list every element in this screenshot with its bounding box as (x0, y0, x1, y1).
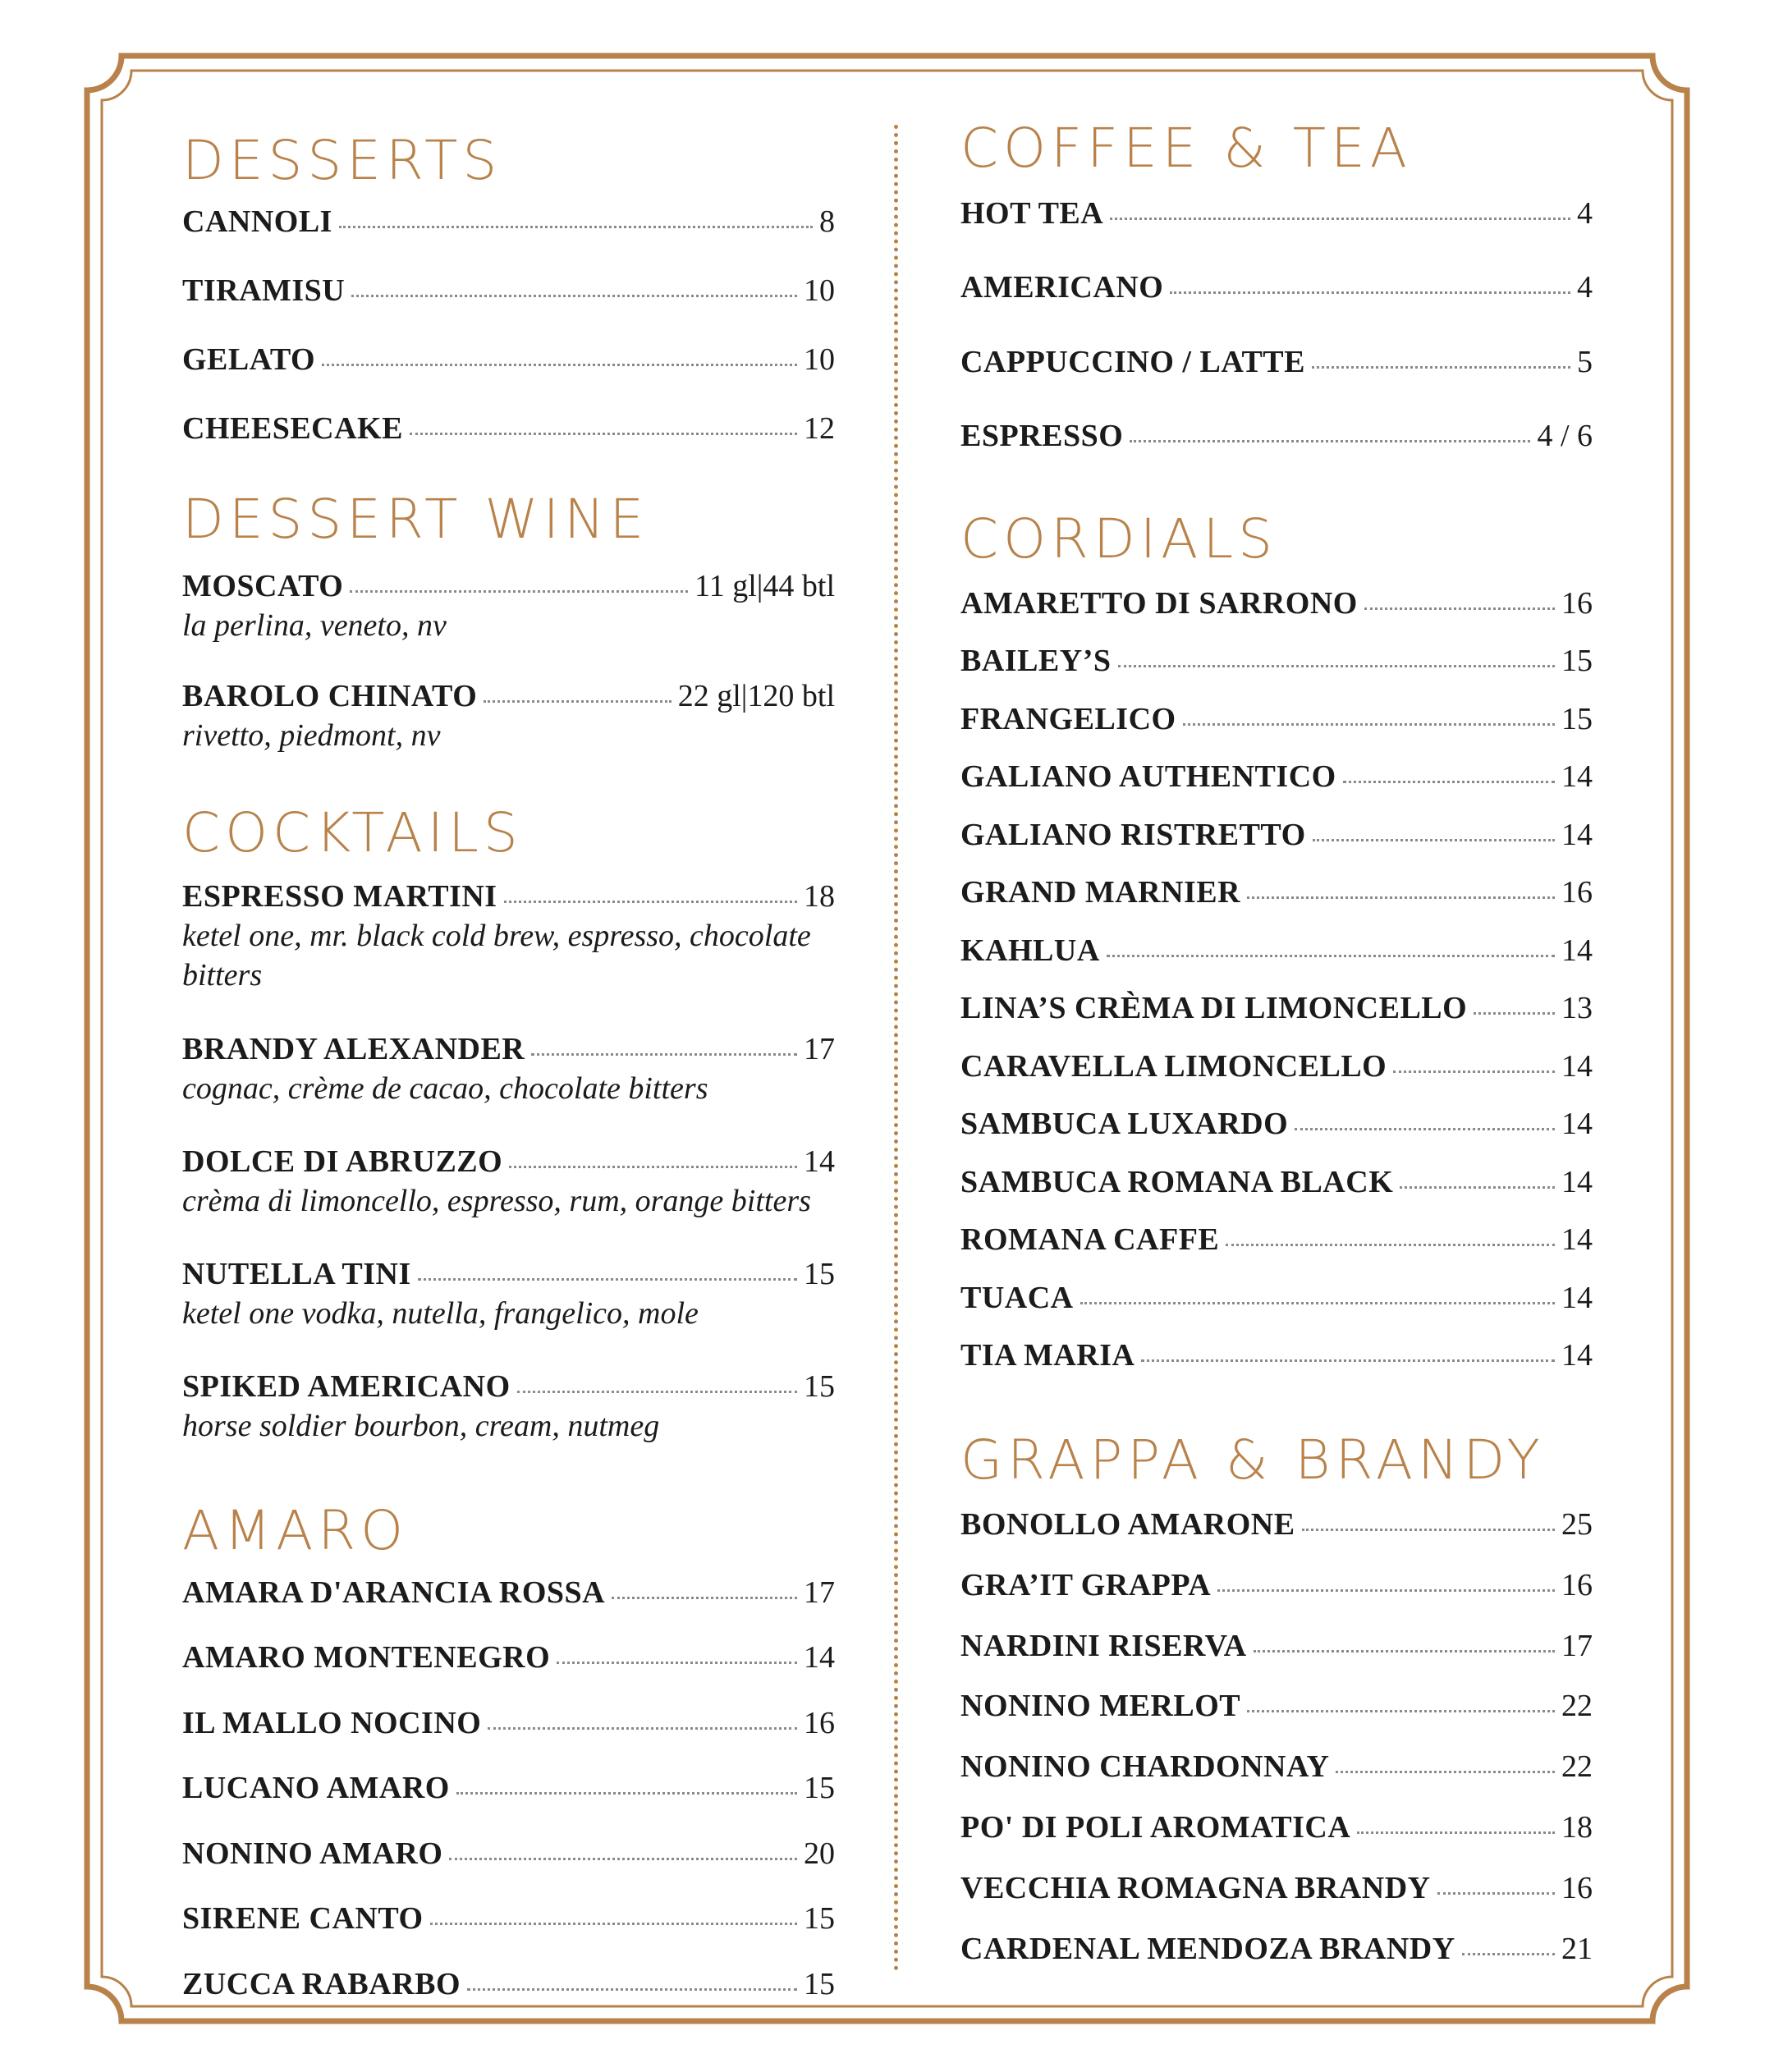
item-price: 13 (1561, 991, 1593, 1025)
item-name: ROMANA CAFFE (960, 1222, 1220, 1257)
menu-item (960, 418, 1593, 454)
menu-item (960, 344, 1593, 380)
dot-leader (1364, 607, 1555, 610)
item-name: DOLCE DI ABRUZZO (182, 1144, 503, 1179)
dot-leader (531, 1053, 797, 1056)
menu-item (960, 269, 1593, 305)
menu-item (960, 701, 1593, 737)
item-name: GALIANO AUTHENTICO (960, 759, 1336, 794)
item-name: CAPPUCCINO / LATTE (960, 345, 1305, 379)
item-name: CANNOLI (182, 204, 332, 239)
item-price: 18 (804, 879, 835, 914)
menu-item (960, 874, 1593, 910)
item-price: 10 (804, 342, 835, 377)
item-name: NONINO CHARDONNAY (960, 1749, 1330, 1784)
dot-leader (1226, 1244, 1555, 1246)
dot-leader (1247, 1710, 1555, 1712)
dot-leader (322, 364, 797, 366)
item-name: BAILEY’S (960, 644, 1112, 678)
dot-leader (517, 1391, 797, 1393)
dot-leader (1118, 665, 1556, 667)
dot-leader (449, 1858, 797, 1860)
section-title-cocktails: COCKTAILS (182, 801, 523, 864)
dot-leader (339, 226, 813, 228)
item-price: 22 gl|120 btl (677, 679, 835, 713)
item-price: 14 (1561, 933, 1593, 968)
menu-item (960, 195, 1593, 231)
item-description: la perlina, veneto, nv (182, 608, 447, 643)
item-name: CARDENAL MENDOZA BRANDY (960, 1932, 1455, 1966)
item-price: 15 (1561, 644, 1593, 678)
menu-item (960, 585, 1593, 621)
item-price: 10 (804, 273, 835, 308)
item-name: LUCANO AMARO (182, 1771, 450, 1805)
item-price: 4 / 6 (1537, 419, 1593, 453)
menu-item (960, 1506, 1593, 1543)
item-price: 15 (804, 1771, 835, 1805)
menu-item (182, 1966, 835, 2002)
item-name: AMARETTO DI SARRONO (960, 586, 1358, 621)
dot-leader (1474, 1012, 1555, 1015)
item-name: ESPRESSO MARTINI (182, 879, 497, 914)
dot-leader (1141, 1359, 1555, 1362)
item-name: VECCHIA ROMAGNA BRANDY (960, 1871, 1431, 1905)
item-name: KAHLUA (960, 933, 1100, 968)
menu-item (182, 678, 835, 755)
item-price: 17 (1561, 1629, 1593, 1663)
menu-item (960, 1280, 1593, 1316)
item-price: 17 (804, 1032, 835, 1066)
item-price: 14 (1561, 1338, 1593, 1373)
section-title-amaro: AMARO (182, 1499, 409, 1562)
dot-leader (1247, 896, 1555, 899)
item-name: TUACA (960, 1281, 1074, 1315)
item-name: NARDINI RISERVA (960, 1629, 1247, 1663)
section-title-dessert-wine: DESSERT WINE (182, 488, 649, 551)
item-price: 4 (1577, 270, 1593, 305)
item-price: 22 (1561, 1689, 1593, 1723)
dot-leader (1295, 1128, 1555, 1130)
menu-item (182, 1575, 835, 1611)
dot-leader (1110, 218, 1570, 220)
item-name: ZUCCA RABARBO (182, 1967, 461, 2001)
menu-item (960, 1688, 1593, 1724)
item-name: GELATO (182, 342, 316, 377)
item-price: 14 (1561, 1281, 1593, 1315)
item-name: CARAVELLA LIMONCELLO (960, 1049, 1387, 1084)
dot-leader (1183, 723, 1555, 726)
dot-leader (1437, 1892, 1555, 1895)
item-name: GRA’IT GRAPPA (960, 1568, 1212, 1602)
item-price: 25 (1561, 1507, 1593, 1542)
menu-item (182, 1031, 835, 1108)
dot-leader (467, 1988, 797, 1991)
dot-leader (1393, 1070, 1555, 1073)
item-name: SPIKED AMERICANO (182, 1369, 511, 1404)
dot-leader (1170, 291, 1570, 294)
dot-leader (1312, 366, 1570, 369)
dot-leader (504, 901, 797, 903)
item-name: TIRAMISU (182, 273, 346, 308)
menu-item (182, 410, 835, 447)
item-price: 14 (1561, 818, 1593, 852)
item-price: 16 (804, 1706, 835, 1740)
dot-leader (350, 590, 688, 593)
item-price: 14 (1561, 759, 1593, 794)
item-name: TIA MARIA (960, 1338, 1135, 1373)
dot-leader (1400, 1186, 1555, 1189)
dot-leader (430, 1923, 797, 1925)
item-price: 14 (804, 1144, 835, 1179)
dot-leader (1217, 1589, 1555, 1592)
item-name: LINA’S CRÈMA DI LIMONCELLO (960, 991, 1468, 1025)
menu-item (960, 1870, 1593, 1906)
item-price: 14 (1561, 1222, 1593, 1257)
item-name: GALIANO RISTRETTO (960, 818, 1306, 852)
dot-leader (418, 1278, 797, 1281)
dot-leader (557, 1662, 797, 1664)
menu-item (960, 1809, 1593, 1845)
item-description: ketel one, mr. black cold brew, espresso, chocolate bitters (182, 919, 811, 992)
menu-item (960, 1048, 1593, 1084)
item-price: 12 (804, 411, 835, 446)
item-price: 15 (804, 1901, 835, 1936)
section-title-grappa-brandy: GRAPPA & BRANDY (960, 1428, 1545, 1492)
menu-item (182, 1900, 835, 1937)
item-name: GRAND MARNIER (960, 875, 1241, 910)
item-name: AMERICANO (960, 270, 1164, 305)
item-price: 15 (804, 1967, 835, 2001)
menu-item (182, 1144, 835, 1221)
menu-item (182, 1639, 835, 1675)
item-name: NONINO MERLOT (960, 1689, 1241, 1723)
item-price: 11 gl|44 btl (694, 569, 835, 603)
item-price: 18 (1561, 1810, 1593, 1845)
item-price: 14 (1561, 1049, 1593, 1084)
menu-item (182, 1836, 835, 1872)
menu-item (182, 1368, 835, 1446)
item-name: IL MALLO NOCINO (182, 1706, 482, 1740)
item-price: 17 (804, 1575, 835, 1610)
dot-leader (1130, 440, 1530, 442)
menu-item (960, 1628, 1593, 1664)
item-name: ESPRESSO (960, 419, 1124, 453)
menu-item (182, 273, 835, 309)
item-price: 14 (1561, 1165, 1593, 1199)
menu-item (182, 1256, 835, 1333)
item-price: 16 (1561, 586, 1593, 621)
menu-item (182, 204, 835, 240)
menu-item (182, 1705, 835, 1741)
item-name: PO' DI POLI AROMATICA (960, 1810, 1351, 1845)
dot-leader (1107, 955, 1555, 957)
menu-item (182, 1770, 835, 1806)
section-title-cordials: CORDIALS (960, 507, 1277, 571)
menu-item (960, 643, 1593, 679)
dot-leader (612, 1597, 797, 1599)
dot-leader (1343, 781, 1555, 783)
dot-leader (1313, 839, 1555, 841)
menu-item (960, 759, 1593, 795)
menu-item (182, 568, 835, 645)
dot-leader (484, 700, 671, 703)
item-name: CHEESECAKE (182, 411, 403, 446)
dot-leader (1357, 1831, 1555, 1834)
dot-leader (488, 1727, 797, 1730)
menu-item (960, 817, 1593, 853)
dot-leader (410, 433, 797, 435)
item-name: SIRENE CANTO (182, 1901, 424, 1936)
menu-item (182, 878, 835, 995)
dot-leader (456, 1792, 797, 1795)
menu-item (960, 1164, 1593, 1200)
item-price: 8 (819, 204, 835, 239)
item-price: 16 (1561, 1871, 1593, 1905)
section-title-coffee-tea: COFFEE & TEA (960, 117, 1412, 180)
item-price: 15 (804, 1257, 835, 1291)
menu-item (960, 1222, 1593, 1258)
item-price: 16 (1561, 875, 1593, 910)
item-name: BONOLLO AMARONE (960, 1507, 1295, 1542)
item-description: cognac, crème de cacao, chocolate bitters (182, 1071, 708, 1106)
dot-leader (509, 1166, 797, 1168)
menu-item (960, 1749, 1593, 1785)
item-description: ketel one vodka, nutella, frangelico, mole (182, 1296, 699, 1331)
item-price: 16 (1561, 1568, 1593, 1602)
item-name: BAROLO CHINATO (182, 679, 478, 713)
item-name: MOSCATO (182, 569, 344, 603)
menu-item (960, 1106, 1593, 1142)
item-name: NUTELLA TINI (182, 1257, 411, 1291)
menu-item (960, 1337, 1593, 1373)
section-title-desserts: DESSERTS (182, 129, 502, 192)
dot-leader (1336, 1771, 1555, 1773)
item-price: 5 (1577, 345, 1593, 379)
item-price: 15 (804, 1369, 835, 1404)
dot-leader (351, 295, 797, 297)
dot-leader (1254, 1650, 1555, 1653)
item-name: FRANGELICO (960, 702, 1176, 736)
item-price: 20 (804, 1836, 835, 1871)
item-name: HOT TEA (960, 196, 1104, 231)
item-name: NONINO AMARO (182, 1836, 443, 1871)
item-description: rivetto, piedmont, nv (182, 718, 441, 753)
dot-leader (1302, 1529, 1555, 1531)
column-divider (894, 125, 898, 1972)
item-description: crèma di limoncello, espresso, rum, orange bitters (182, 1184, 811, 1218)
item-name: AMARA D'ARANCIA ROSSA (182, 1575, 606, 1610)
item-price: 21 (1561, 1932, 1593, 1966)
menu-item (182, 342, 835, 378)
menu-item (960, 933, 1593, 969)
menu-item (960, 1567, 1593, 1603)
dot-leader (1080, 1302, 1555, 1304)
item-name: SAMBUCA ROMANA BLACK (960, 1165, 1394, 1199)
menu-item (960, 990, 1593, 1026)
item-name: AMARO MONTENEGRO (182, 1640, 551, 1675)
item-description: horse soldier bourbon, cream, nutmeg (182, 1409, 660, 1443)
dot-leader (1462, 1953, 1555, 1955)
item-price: 14 (1561, 1107, 1593, 1141)
item-price: 15 (1561, 702, 1593, 736)
item-price: 14 (804, 1640, 835, 1675)
menu-item (960, 1931, 1593, 1967)
item-name: BRANDY ALEXANDER (182, 1032, 525, 1066)
item-name: SAMBUCA LUXARDO (960, 1107, 1289, 1141)
item-price: 22 (1561, 1749, 1593, 1784)
item-price: 4 (1577, 196, 1593, 231)
